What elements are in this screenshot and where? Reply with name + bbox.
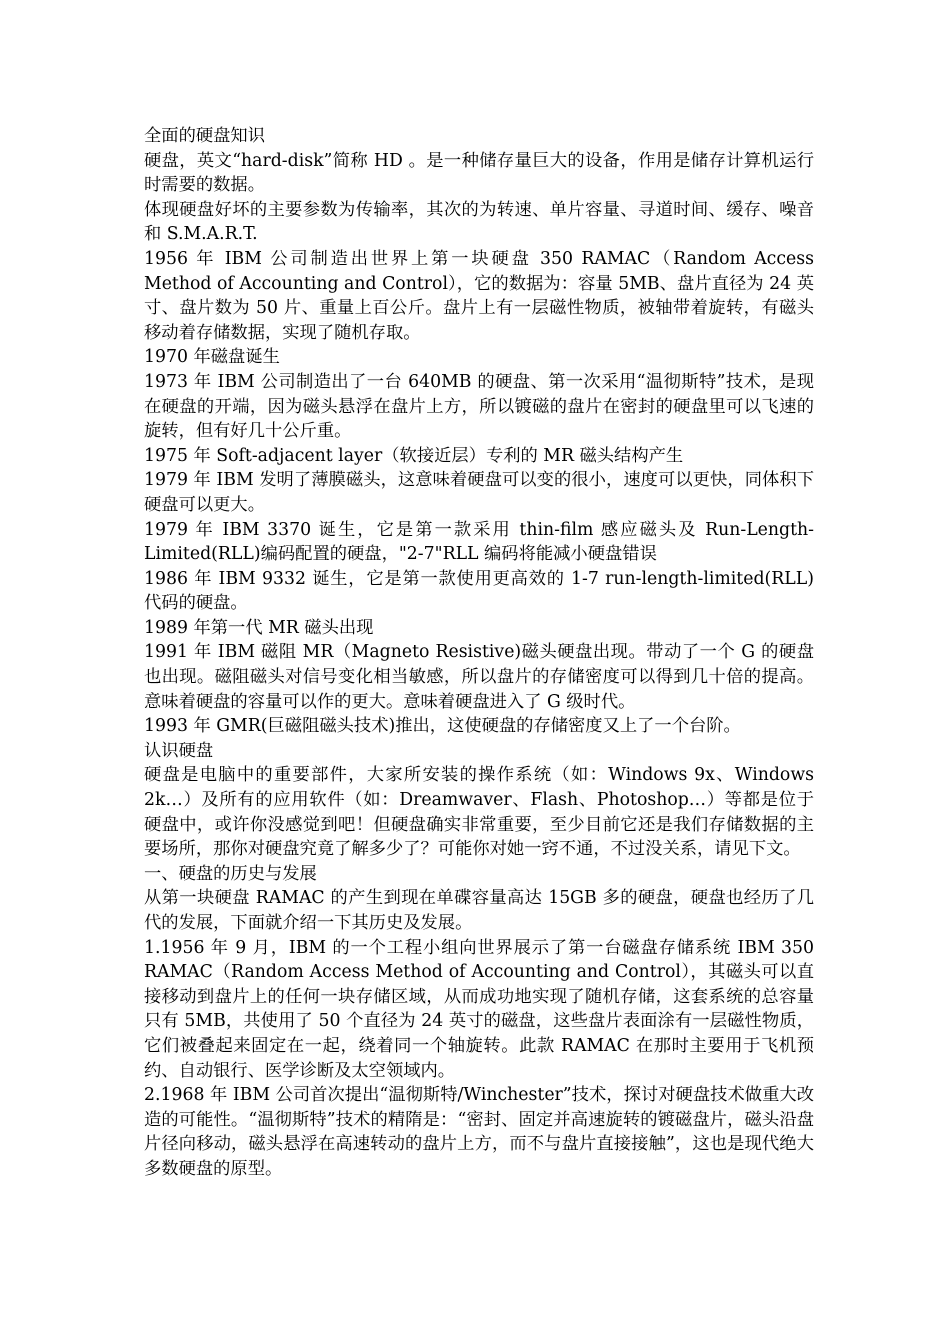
- paragraph: 从第一块硬盘 RAMAC 的产生到现在单碟容量高达 15GB 多的硬盘，硬盘也经历了几代的发展，下面就介绍一下其历史及发展。: [144, 888, 814, 933]
- paragraph: 1979 年 IBM 3370 诞生，它是第一款采用 thin-film 感应磁头及 Run-Length-Limited(RLL)编码配置的硬盘，"2-7"RLL 编码将能减小硬盘错误: [144, 519, 814, 565]
- paragraph: 1993 年 GMR(巨磁阻磁头技术)推出，这使硬盘的存储密度又上了一个台阶。: [144, 716, 741, 737]
- paragraph: 1.1956 年 9 月，IBM 的一个工程小组向世界展示了第一台磁盘存储系统 IBM 350 RAMAC（Random Access Method of Accounting and Control），其磁头可以直接移动到盘片上的任何一块存储区域，从而成功地实现了随机存储，这套系统的总容量只有 5MB，共使用了 50 个直径为 24 英寸的磁盘，这些盘片表面涂有一层磁性物质，它们被叠起来固定在一起，绕着同一个轴旋转。此款 RAMAC 在那时主要用于飞机预约、自动银行、医学诊断及太空领域内。: [144, 937, 814, 1081]
- paragraph: 1973 年 IBM 公司制造出了一台 640MB 的硬盘、第一次采用“温彻斯特”技术，是现在硬盘的开端，因为磁头悬浮在盘片上方，所以镀磁的盘片在密封的硬盘里可以飞速的旋转，但有好几十公斤重。: [144, 371, 814, 442]
- paragraph: 1989 年第一代 MR 磁头出现: [144, 617, 374, 638]
- section-heading: 认识硬盘: [144, 740, 214, 761]
- paragraph: 1975 年 Soft-adjacent layer（软接近层）专利的 MR 磁头结构产生: [144, 445, 684, 466]
- paragraph: 1986 年 IBM 9332 诞生，它是第一款使用更高效的 1-7 run-length-limited(RLL)代码的硬盘。: [144, 568, 814, 614]
- document-body: [144, 124, 814, 1182]
- paragraph: 1991 年 IBM 磁阻 MR（Magneto Resistive)磁头硬盘出现。带动了一个 G 的硬盘也出现。磁阻磁头对信号变化相当敏感，所以盘片的存储密度可以得到几十倍的提高。意味着硬盘的容量可以作的更大。意味着硬盘进入了 G 级时代。: [144, 642, 814, 712]
- paragraph: 1956 年 IBM 公司制造出世界上第一块硬盘 350 RAMAC（Random Access Method of Accounting and Control），它的数据为：容量 5MB、盘片直径为 24 英寸、盘片数为 50 片、重量上百公斤。盘片上有一层磁性物质，被轴带着旋转，有磁头移动着存储数据，实现了随机存取。: [144, 248, 814, 343]
- paragraph: 2.1968 年 IBM 公司首次提出“温彻斯特/Winchester”技术，探讨对硬盘技术做重大改造的可能性。“温彻斯特”技术的精隋是：“密封、固定并高速旋转的镀磁盘片，磁头沿盘片径向移动，磁头悬浮在高速转动的盘片上方，而不与盘片直接接触”，这也是现代绝大多数硬盘的原型。: [144, 1085, 814, 1179]
- paragraph: 1970 年磁盘诞生: [144, 347, 280, 368]
- paragraph: 1979 年 IBM 发明了薄膜磁头，这意味着硬盘可以变的很小，速度可以更快，同体积下硬盘可以更大。: [144, 470, 814, 515]
- paragraph: 硬盘是电脑中的重要部件，大家所安装的操作系统（如：Windows 9x、Windows 2k…）及所有的应用软件（如：Dreamwaver、Flash、Photoshop…）等都是位于硬盘中，或许你没感觉到吧！但硬盘确实非常重要，至少目前它还是我们存储数据的主要场所，那你对硬盘究竟了解多少了？可能你对她一窍不通，不过没关系，请见下文。: [144, 765, 814, 860]
- paragraph: 体现硬盘好坏的主要参数为传输率，其次的为转速、单片容量、寻道时间、缓存、噪音和 S.M.A.R.T.: [144, 199, 814, 245]
- document-title: 全面的硬盘知识: [144, 126, 265, 146]
- section-heading: 一、硬盘的历史与发展: [144, 863, 317, 884]
- paragraph: 硬盘，英文“hard-disk”简称 HD 。是一种储存量巨大的设备，作用是储存计算机运行时需要的数据。: [144, 150, 814, 196]
